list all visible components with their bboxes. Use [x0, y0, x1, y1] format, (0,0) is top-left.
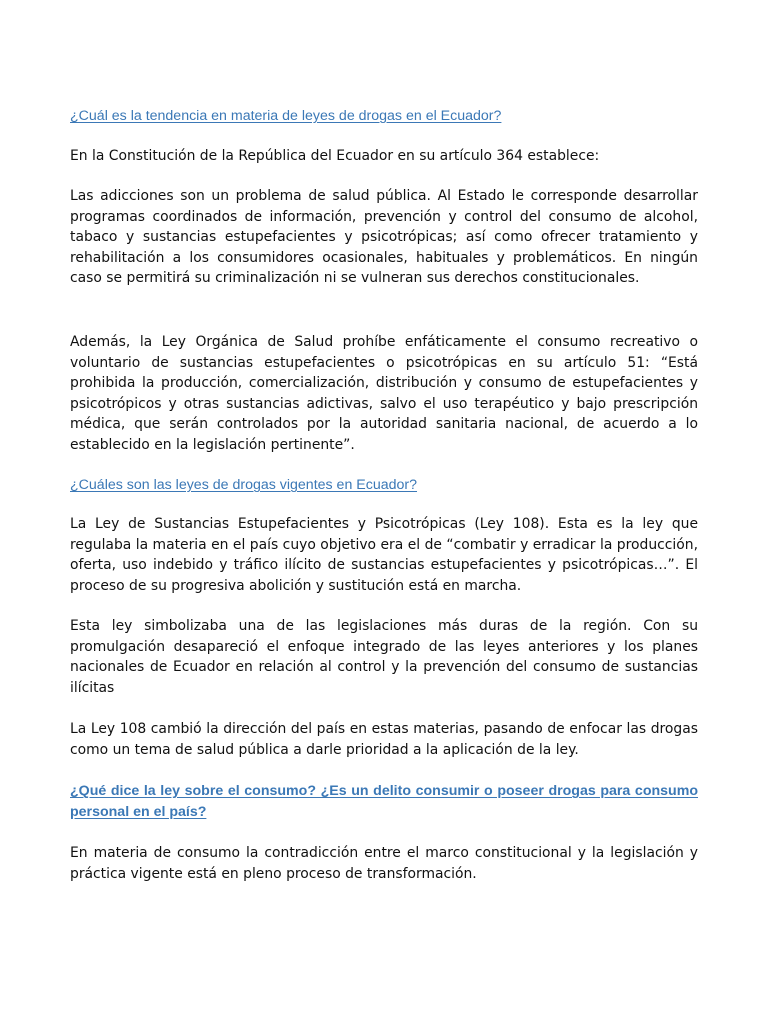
paragraph-harsh-legislation: Esta ley simbolizaba una de las legislaciones más duras de la región. Con su promulgación desapareció el enfoque integrado de las leyes anteriores y los planes nacionales de Ecuador en relación al control y la prevención del consumo de sustancias ilícitas [70, 618, 698, 696]
paragraph-direction-change: La Ley 108 cambió la dirección del país en estas materias, pasando de enfocar las drogas como un tema de salud pública a darle prioridad a la aplicación de la ley. [70, 721, 698, 758]
heading-consumption-law[interactable]: ¿Qué dice la ley sobre el consumo? ¿Es un delito consumir o poseer drogas para consumo personal en el país? [70, 783, 698, 820]
heading-current-drug-laws[interactable]: ¿Cuáles son las leyes de drogas vigentes en Ecuador? [70, 477, 418, 493]
paragraph-addictions: Las adicciones son un problema de salud pública. Al Estado le corresponde desarrollar programas coordinados de información, prevención y control del consumo de alcohol, tabaco y sustancias estupefacientes y psicotrópicas; así como ofrecer tratamiento y rehabilitación a los consumidores ocasionales, habituales y problemáticos. En ningún caso se permitirá su criminalización ni se vulneran sus derechos constitucionales. [70, 188, 698, 287]
heading-drug-law-trend[interactable]: ¿Cuál es la tendencia en materia de leyes de drogas en el Ecuador? [70, 108, 502, 124]
paragraph-law-108: La Ley de Sustancias Estupefacientes y Psicotrópicas (Ley 108). Esta es la ley que regulaba la materia en el país cuyo objetivo era el de “combatir y erradicar la producción, oferta, uso indebido y tráfico ilícito de sustancias estupefacientes y psicotrópicas…”. El proceso de su progresiva abolición y sustitución está en marcha. [70, 516, 698, 594]
constitution-intro: En la Constitución de la República del Ecuador en su artículo 364 establece: [70, 148, 600, 164]
paragraph-health-law: Además, la Ley Orgánica de Salud prohíbe enfáticamente el consumo recreativo o voluntario de sustancias estupefacientes o psicotrópicas en su artículo 51: “Está prohibida la producción, comercialización, distribución y consumo de estupefacientes y psicotrópicos y otras sustancias adictivas, salvo el uso terapéutico y bajo prescripción médica, que serán controlados por la autoridad sanitaria nacional, de acuerdo a lo establecido en la legislación pertinente”. [70, 334, 698, 453]
paragraph-consumption: En materia de consumo la contradicción entre el marco constitucional y la legislación y práctica vigente está en pleno proceso de transformación. [70, 845, 698, 882]
